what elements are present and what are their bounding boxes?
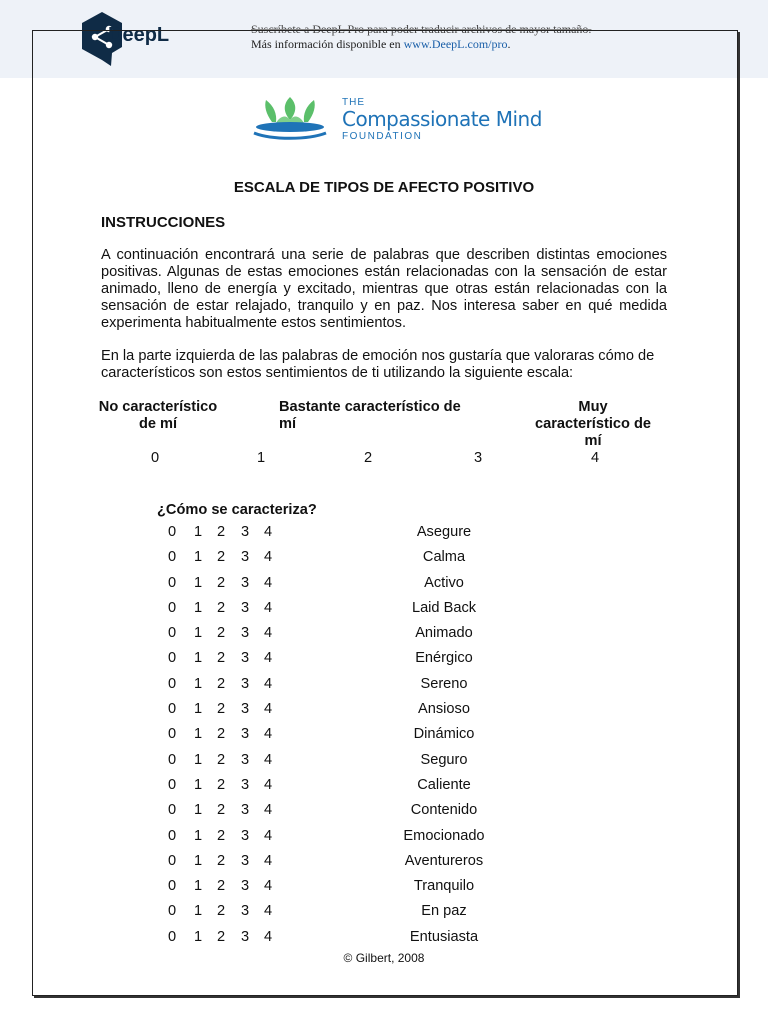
rating-option-0[interactable]: 0 [168, 827, 177, 844]
rating-option-1[interactable]: 1 [194, 726, 203, 743]
rating-option-1[interactable]: 1 [194, 701, 203, 718]
rating-option-1[interactable]: 1 [194, 599, 203, 616]
foundation-logo-text [342, 97, 542, 143]
scale-number-2: 2 [364, 450, 373, 466]
emotion-word: Entusiasta [409, 928, 479, 945]
rating-option-0[interactable]: 0 [168, 802, 177, 819]
rating-option-3[interactable]: 3 [241, 574, 250, 591]
rating-option-1[interactable]: 1 [194, 928, 203, 945]
rating-option-4[interactable]: 4 [264, 675, 273, 692]
rating-row [0, 752, 768, 777]
rating-option-0[interactable]: 0 [168, 776, 177, 793]
logo-name: Compassionate Mind [342, 107, 542, 131]
upgrade-line-2-suffix: . [507, 37, 511, 51]
emotion-word: Activo [424, 574, 464, 591]
emotion-word: Seguro [420, 751, 468, 768]
rating-row [0, 524, 768, 549]
rating-option-2[interactable]: 2 [217, 928, 226, 945]
rating-option-2[interactable]: 2 [217, 650, 226, 667]
rating-option-3[interactable]: 3 [241, 549, 250, 566]
rating-option-2[interactable]: 2 [217, 852, 226, 869]
scale-label-high: Muy característico de mí [534, 399, 651, 449]
upgrade-line-1: Suscríbete a DeepL Pro para poder traducir archivos de mayor tamaño. [251, 22, 592, 36]
scale-label-low: No característico de mí [98, 399, 218, 432]
scale-number-3: 3 [474, 450, 483, 466]
rating-option-2[interactable]: 2 [217, 701, 226, 718]
deepl-brand[interactable]: DeepL [108, 24, 170, 46]
emotion-word: Emocionado [403, 827, 485, 844]
rating-option-2[interactable]: 2 [217, 726, 226, 743]
rating-option-3[interactable]: 3 [241, 776, 250, 793]
rating-option-0[interactable]: 0 [168, 650, 177, 667]
rating-option-1[interactable]: 1 [194, 776, 203, 793]
rating-option-1[interactable]: 1 [194, 751, 203, 768]
rating-row [0, 802, 768, 827]
copyright: © Gilbert, 2008 [343, 951, 425, 965]
rating-option-1[interactable]: 1 [194, 650, 203, 667]
rating-option-2[interactable]: 2 [217, 776, 226, 793]
deepl-pro-link[interactable]: www.DeepL.com/pro [403, 37, 508, 51]
rating-option-3[interactable]: 3 [241, 928, 250, 945]
rating-option-4[interactable]: 4 [264, 827, 273, 844]
rating-row [0, 600, 768, 625]
rating-option-4[interactable]: 4 [264, 726, 273, 743]
rating-option-4[interactable]: 4 [264, 776, 273, 793]
rating-option-2[interactable]: 2 [217, 599, 226, 616]
rating-row [0, 549, 768, 574]
emotion-word: Sereno [420, 675, 468, 692]
emotion-word: Aventureros [404, 852, 484, 869]
scale-number-0: 0 [151, 450, 160, 466]
rating-option-0[interactable]: 0 [168, 903, 177, 920]
rating-option-0[interactable]: 0 [168, 524, 177, 540]
rating-row [0, 878, 768, 903]
rating-option-1[interactable]: 1 [194, 574, 203, 591]
lotus-logo-icon [250, 96, 330, 144]
rating-option-0[interactable]: 0 [168, 726, 177, 743]
rating-option-0[interactable]: 0 [168, 928, 177, 945]
rating-row [0, 777, 768, 802]
rating-row [0, 701, 768, 726]
rating-option-3[interactable]: 3 [241, 524, 250, 540]
emotion-word: En paz [421, 903, 467, 920]
rating-option-2[interactable]: 2 [217, 802, 226, 819]
rating-option-2[interactable]: 2 [217, 574, 226, 591]
emotion-word: Caliente [417, 776, 471, 793]
rating-option-4[interactable]: 4 [264, 701, 273, 718]
scale-number-1: 1 [257, 450, 266, 466]
rating-row [0, 625, 768, 650]
rating-option-2[interactable]: 2 [217, 827, 226, 844]
rating-row [0, 828, 768, 853]
rating-option-1[interactable]: 1 [194, 524, 203, 540]
rating-option-1[interactable]: 1 [194, 549, 203, 566]
rating-row [0, 650, 768, 675]
logo-the: THE [342, 97, 365, 108]
rating-option-0[interactable]: 0 [168, 701, 177, 718]
instructions-paragraph-1: A continuación encontrará una serie de palabras que describen distintas emociones positivas. Algunas de estas emociones están relacionadas con la sensación de estar animado, lleno de energía y excitado, mientras que otras están relacionadas con la sensación de estar relajado, tranquilo y en paz. Nos interesa saber en qué medida experimenta habitualmente estos sentimientos. [101, 247, 667, 331]
instructions-paragraph-2: En la parte izquierda de las palabras de emoción nos gustaría que valoraras cómo de característicos son estos sentimientos de ti utilizando la siguiente escala: [101, 348, 655, 381]
emotion-word: Dinámico [413, 726, 475, 743]
rating-option-4[interactable]: 4 [264, 878, 273, 895]
rating-option-3[interactable]: 3 [241, 701, 250, 718]
rating-option-1[interactable]: 1 [194, 852, 203, 869]
rating-option-4[interactable]: 4 [264, 625, 273, 642]
rating-option-3[interactable]: 3 [241, 802, 250, 819]
rating-option-0[interactable]: 0 [168, 852, 177, 869]
rating-option-4[interactable]: 4 [264, 928, 273, 945]
rating-option-0[interactable]: 0 [168, 625, 177, 642]
rating-row [0, 726, 768, 751]
rating-option-3[interactable]: 3 [241, 675, 250, 692]
rating-option-4[interactable]: 4 [264, 524, 273, 540]
rating-question: ¿Cómo se caracteriza? [157, 502, 317, 518]
rating-option-0[interactable]: 0 [168, 751, 177, 768]
emotion-word: Animado [415, 625, 473, 642]
rating-option-1[interactable]: 1 [194, 625, 203, 642]
rating-option-4[interactable]: 4 [264, 903, 273, 920]
rating-option-4[interactable]: 4 [264, 650, 273, 667]
rating-option-3[interactable]: 3 [241, 650, 250, 667]
emotion-word: Asegure [416, 524, 472, 540]
rating-option-2[interactable]: 2 [217, 524, 226, 540]
rating-row [0, 676, 768, 701]
rating-option-2[interactable]: 2 [217, 625, 226, 642]
rating-option-3[interactable]: 3 [241, 827, 250, 844]
scale-number-4: 4 [591, 450, 600, 466]
rating-option-1[interactable]: 1 [194, 878, 203, 895]
emotion-word: Ansioso [418, 701, 470, 718]
rating-option-0[interactable]: 0 [168, 675, 177, 692]
rating-option-2[interactable]: 2 [217, 878, 226, 895]
rating-option-2[interactable]: 2 [217, 675, 226, 692]
rating-option-0[interactable]: 0 [168, 599, 177, 616]
emotion-word: Tranquilo [413, 878, 475, 895]
rating-option-4[interactable]: 4 [264, 802, 273, 819]
rating-row [0, 853, 768, 878]
rating-option-2[interactable]: 2 [217, 903, 226, 920]
logo-foundation: FOUNDATION [342, 131, 423, 142]
emotion-word: Calma [422, 549, 466, 566]
rating-row [0, 903, 768, 928]
rating-option-2[interactable]: 2 [217, 549, 226, 566]
instructions-heading: INSTRUCCIONES [101, 214, 226, 231]
rating-row [0, 575, 768, 600]
rating-items [0, 524, 768, 954]
emotion-word: Contenido [410, 802, 478, 819]
rating-option-3[interactable]: 3 [241, 726, 250, 743]
rating-option-4[interactable]: 4 [264, 549, 273, 566]
rating-option-3[interactable]: 3 [241, 751, 250, 768]
rating-option-4[interactable]: 4 [264, 852, 273, 869]
rating-option-1[interactable]: 1 [194, 802, 203, 819]
rating-option-3[interactable]: 3 [241, 625, 250, 642]
rating-option-4[interactable]: 4 [264, 574, 273, 591]
rating-option-4[interactable]: 4 [264, 751, 273, 768]
rating-option-1[interactable]: 1 [194, 675, 203, 692]
rating-option-0[interactable]: 0 [168, 574, 177, 591]
rating-option-3[interactable]: 3 [241, 878, 250, 895]
rating-option-3[interactable]: 3 [241, 599, 250, 616]
rating-option-1[interactable]: 1 [194, 903, 203, 920]
upgrade-line-2-prefix: Más información disponible en [251, 37, 404, 51]
rating-option-0[interactable]: 0 [168, 878, 177, 895]
rating-option-1[interactable]: 1 [194, 827, 203, 844]
scale-label-mid: Bastante característico de mí [279, 399, 461, 432]
rating-option-4[interactable]: 4 [264, 599, 273, 616]
rating-option-3[interactable]: 3 [241, 852, 250, 869]
emotion-word: Enérgico [415, 650, 473, 667]
document-title: ESCALA DE TIPOS DE AFECTO POSITIVO [233, 179, 535, 196]
rating-option-3[interactable]: 3 [241, 903, 250, 920]
rating-option-0[interactable]: 0 [168, 549, 177, 566]
emotion-word: Laid Back [411, 599, 477, 616]
rating-option-2[interactable]: 2 [217, 751, 226, 768]
